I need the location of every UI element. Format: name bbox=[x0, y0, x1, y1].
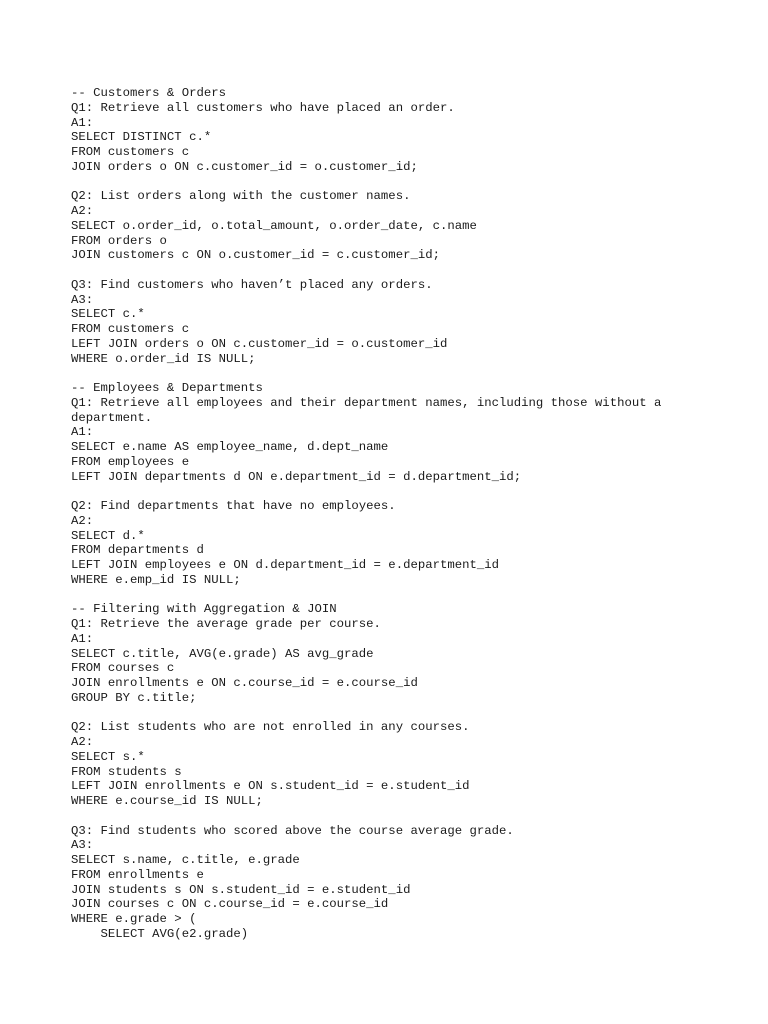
text-line: A3: bbox=[71, 838, 94, 853]
text-line: SELECT s.name, c.title, e.grade bbox=[71, 853, 300, 867]
text-line: SELECT o.order_id, o.total_amount, o.order_date, c.name bbox=[71, 218, 477, 233]
text-line: SELECT DISTINCT c.* bbox=[71, 130, 212, 145]
text-line bbox=[71, 366, 711, 381]
text-line: A2: bbox=[71, 735, 94, 749]
text-line: Q1: Retrieve the average grade per course. bbox=[71, 617, 381, 631]
text-line: WHERE e.course_id IS NULL; bbox=[71, 794, 263, 808]
text-line bbox=[71, 588, 711, 603]
document-body bbox=[71, 86, 711, 942]
text-line: A2: bbox=[71, 204, 94, 218]
text-line: WHERE o.order_id IS NULL; bbox=[71, 351, 256, 366]
text-line: LEFT JOIN orders o ON c.customer_id = o.customer_id bbox=[71, 336, 448, 351]
text-line: FROM employees e bbox=[71, 454, 190, 469]
text-line: SELECT d.* bbox=[71, 528, 145, 543]
text-line bbox=[71, 175, 711, 190]
text-line: GROUP BY c.title; bbox=[71, 690, 197, 705]
text-line: -- Employees & Departments bbox=[71, 381, 263, 395]
text-line: Q3: Find students who scored above the course average grade. bbox=[71, 823, 514, 838]
text-line bbox=[71, 706, 711, 721]
text-line: LEFT JOIN enrollments e ON s.student_id = e.student_id bbox=[71, 779, 470, 794]
text-line: JOIN orders o ON c.customer_id = o.customer_id; bbox=[71, 159, 418, 174]
text-line bbox=[71, 809, 711, 824]
text-line: JOIN enrollments e ON c.course_id = e.course_id bbox=[71, 676, 418, 690]
text-line: Q1: Retrieve all customers who have placed an order. bbox=[71, 100, 455, 115]
text-line: WHERE e.emp_id IS NULL; bbox=[71, 572, 241, 587]
text-line: department. bbox=[71, 410, 153, 425]
text-line: Q2: List orders along with the customer names. bbox=[71, 189, 411, 204]
text-line: LEFT JOIN departments d ON e.department_id = d.department_id; bbox=[71, 469, 522, 484]
text-line: SELECT AVG(e2.grade) bbox=[71, 926, 249, 941]
text-line: JOIN customers c ON o.customer_id = c.customer_id; bbox=[71, 248, 440, 263]
text-line: FROM orders o bbox=[71, 233, 167, 248]
text-line: A2: bbox=[71, 513, 94, 528]
text-line: A1: bbox=[71, 425, 94, 440]
text-line bbox=[71, 484, 711, 499]
text-line: FROM departments d bbox=[71, 543, 204, 558]
text-line: SELECT c.title, AVG(e.grade) AS avg_grade bbox=[71, 646, 374, 661]
text-line: Q1: Retrieve all employees and their department names, including those without a bbox=[71, 395, 662, 410]
text-line: JOIN students s ON s.student_id = e.student_id bbox=[71, 882, 411, 897]
text-line: FROM customers c bbox=[71, 322, 190, 336]
text-line: Q2: List students who are not enrolled in any courses. bbox=[71, 720, 470, 735]
text-line: -- Filtering with Aggregation & JOIN bbox=[71, 602, 337, 617]
text-line: FROM students s bbox=[71, 764, 182, 779]
text-line: JOIN courses c ON c.course_id = e.course_id bbox=[71, 897, 389, 912]
text-line: Q3: Find customers who haven’t placed any orders. bbox=[71, 277, 433, 292]
text-line: WHERE e.grade > ( bbox=[71, 912, 197, 926]
text-line: -- Customers & Orders bbox=[71, 86, 226, 100]
text-line: SELECT s.* bbox=[71, 749, 145, 764]
text-line: FROM enrollments e bbox=[71, 867, 204, 882]
text-line: Q2: Find departments that have no employees. bbox=[71, 499, 396, 513]
text-line bbox=[71, 263, 711, 278]
text-line: FROM customers c bbox=[71, 145, 190, 159]
text-line: A1: bbox=[71, 631, 94, 646]
text-line: SELECT e.name AS employee_name, d.dept_name bbox=[71, 440, 389, 454]
text-line: LEFT JOIN employees e ON d.department_id = e.department_id bbox=[71, 558, 500, 572]
text-line: A3: bbox=[71, 292, 94, 307]
text-line: FROM courses c bbox=[71, 661, 175, 676]
text-line: SELECT c.* bbox=[71, 307, 145, 322]
text-line: A1: bbox=[71, 115, 94, 130]
